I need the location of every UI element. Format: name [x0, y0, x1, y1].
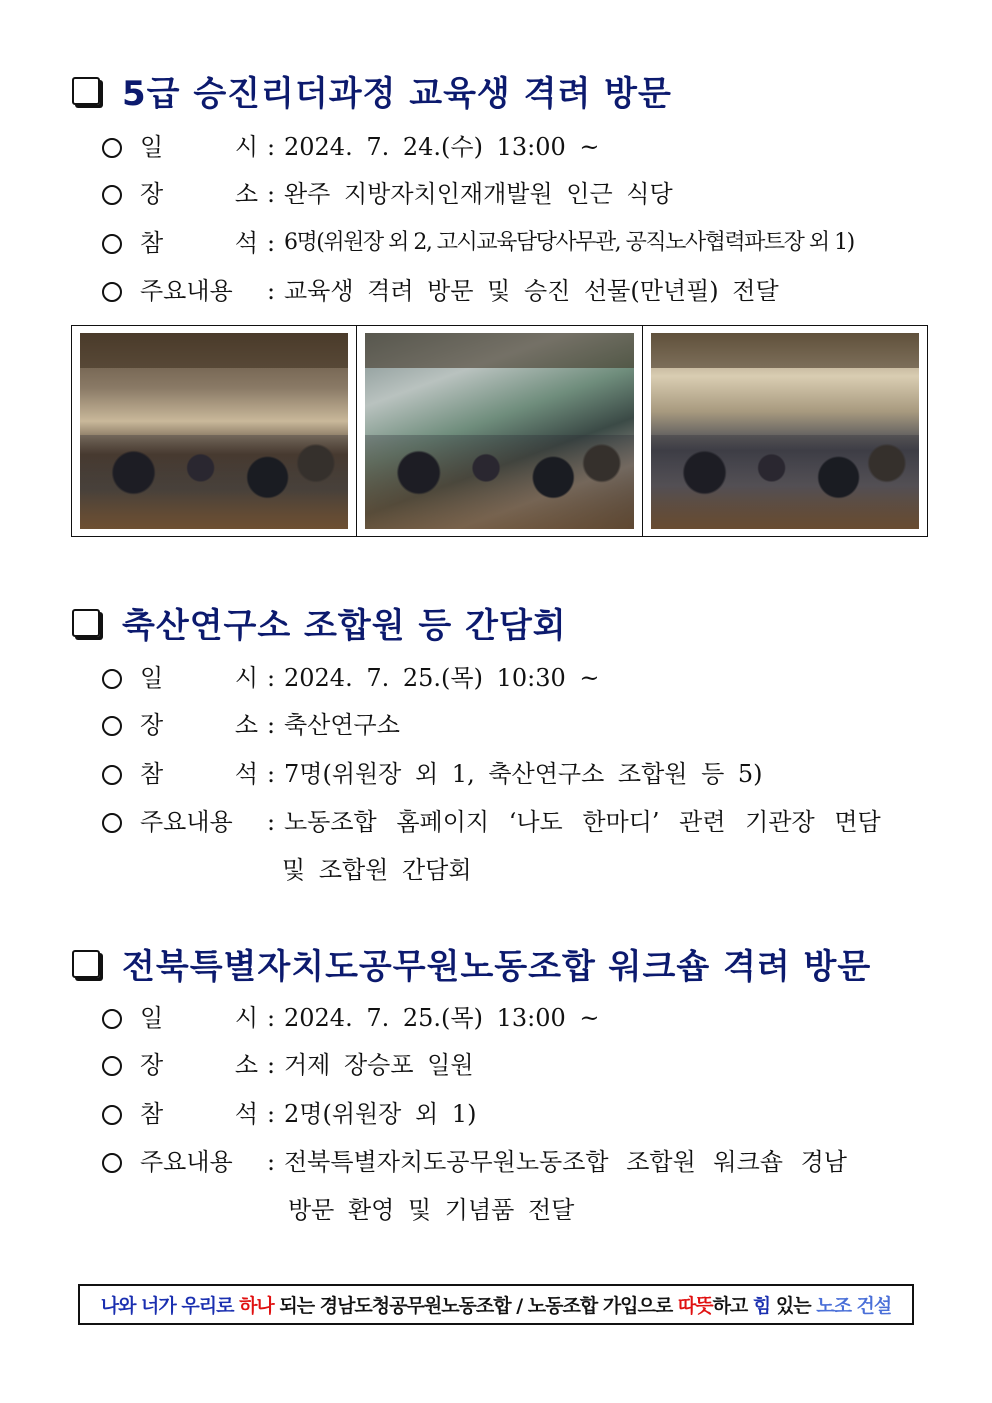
checkbox-square-icon — [72, 609, 100, 637]
circle-bullet-icon — [102, 185, 122, 205]
row-label: 일 시 — [140, 664, 258, 692]
circle-bullet-icon — [102, 765, 122, 785]
slogan-segment: 되는 경남도청공무원노동조합 / 노동조합 가입으로 — [273, 1295, 678, 1317]
photo-cell — [643, 326, 927, 536]
restaurant-photo-2 — [365, 333, 633, 529]
checkbox-square-icon — [72, 950, 100, 978]
colon: : — [266, 760, 276, 788]
info-row-attendees — [98, 226, 928, 260]
info-row-place — [98, 1048, 928, 1082]
slogan-segment: 힘 — [752, 1295, 771, 1317]
slogan-segment: 노조 건설 — [816, 1295, 892, 1317]
info-row-date — [98, 661, 928, 695]
row-value-continuation: 및 조합원 간담회 — [282, 856, 472, 884]
row-label: 장 소 — [140, 180, 258, 208]
info-row-attendees — [98, 757, 928, 791]
colon: : — [266, 1100, 276, 1128]
slogan-banner — [78, 1284, 914, 1325]
circle-bullet-icon — [102, 1009, 122, 1029]
row-value: 2명(위원장 외 1) — [284, 1100, 477, 1128]
restaurant-photo-1 — [80, 333, 348, 529]
info-row-place — [98, 177, 928, 211]
row-label: 주요내용 — [140, 1148, 233, 1176]
colon: : — [266, 277, 276, 305]
restaurant-photo-3 — [651, 333, 919, 529]
colon: : — [266, 1004, 276, 1032]
photo-strip — [71, 325, 928, 537]
checkbox-square-icon — [72, 77, 100, 105]
section-heading — [72, 939, 871, 988]
row-value: 2024. 7. 25.(목) 13:00 ~ — [284, 1004, 600, 1032]
row-value: 6명(위원장 외 2, 고시교육담당사무관, 공직노사협력파트장 외 1) — [284, 230, 854, 255]
row-label: 일 시 — [140, 133, 258, 161]
section-title: 축산연구소 조합원 등 간담회 — [122, 606, 567, 646]
info-row-content — [98, 1145, 928, 1179]
row-label: 참 석 — [140, 760, 258, 788]
circle-bullet-icon — [102, 716, 122, 736]
info-row-attendees — [98, 1097, 928, 1131]
row-label: 주요내용 — [140, 808, 233, 836]
row-label: 장 소 — [140, 711, 258, 739]
circle-bullet-icon — [102, 813, 122, 833]
photo-cell — [357, 326, 642, 536]
row-value: 거제 장승포 일원 — [284, 1051, 474, 1079]
row-label: 참 석 — [140, 1100, 258, 1128]
circle-bullet-icon — [102, 138, 122, 158]
section-heading — [72, 598, 567, 647]
colon: : — [266, 1051, 276, 1079]
row-value: 2024. 7. 24.(수) 13:00 ~ — [284, 133, 600, 161]
slogan-segment: 나와 너가 우리로 — [100, 1295, 240, 1317]
info-row-content — [98, 805, 928, 839]
colon: : — [266, 1148, 276, 1176]
section-title: 5급 승진리더과정 교육생 격려 방문 — [122, 74, 672, 114]
info-row-date — [98, 130, 928, 164]
row-value: 2024. 7. 25.(목) 10:30 ~ — [284, 664, 600, 692]
colon: : — [266, 664, 276, 692]
circle-bullet-icon — [102, 1105, 122, 1125]
colon: : — [266, 180, 276, 208]
slogan-segment: 하고 — [712, 1295, 753, 1317]
info-row-place — [98, 708, 928, 742]
row-value: 축산연구소 — [284, 711, 400, 739]
slogan-segment: 하나 — [239, 1295, 274, 1317]
row-value: 전북특별자치도공무원노동조합 조합원 워크숍 경남 — [284, 1148, 847, 1176]
colon: : — [266, 808, 276, 836]
row-label: 주요내용 — [140, 277, 233, 305]
row-label: 일 시 — [140, 1004, 258, 1032]
photo-cell — [72, 326, 357, 536]
circle-bullet-icon — [102, 234, 122, 254]
info-row-date — [98, 1001, 928, 1035]
row-value: 교육생 격려 방문 및 승진 선물(만년필) 전달 — [284, 277, 779, 305]
colon: : — [266, 133, 276, 161]
circle-bullet-icon — [102, 1056, 122, 1076]
colon: : — [266, 711, 276, 739]
section-title: 전북특별자치도공무원노동조합 워크숍 격려 방문 — [122, 947, 872, 987]
row-value: 7명(위원장 외 1, 축산연구소 조합원 등 5) — [284, 760, 763, 788]
slogan-segment: 있는 — [770, 1295, 817, 1317]
colon: : — [266, 229, 276, 257]
row-value: 노동조합 홈페이지 ‘나도 한마디’ 관련 기관장 면담 — [284, 808, 881, 836]
slogan-segment: 따뜻 — [677, 1295, 713, 1317]
info-row-content — [98, 274, 928, 308]
circle-bullet-icon — [102, 282, 122, 302]
row-value-continuation: 방문 환영 및 기념품 전달 — [288, 1196, 575, 1224]
circle-bullet-icon — [102, 669, 122, 689]
circle-bullet-icon — [102, 1153, 122, 1173]
row-value: 완주 지방자치인재개발원 인근 식당 — [284, 180, 673, 208]
row-label: 참 석 — [140, 229, 258, 257]
section-heading — [72, 66, 672, 115]
row-label: 장 소 — [140, 1051, 258, 1079]
